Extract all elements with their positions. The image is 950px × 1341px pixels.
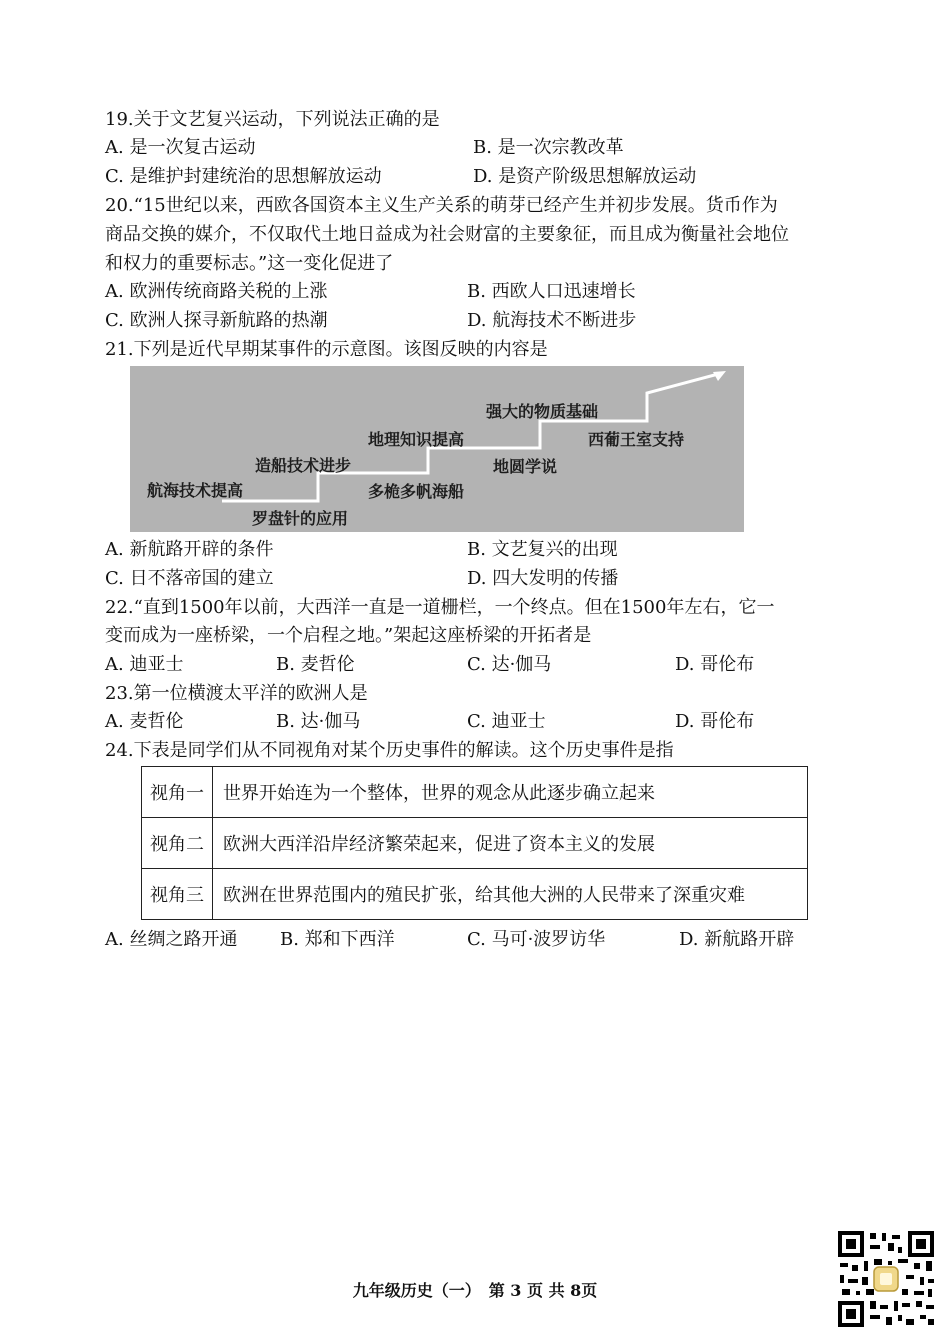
staircase-diagram	[130, 366, 744, 532]
q19-option-d: D. 是资产阶级思想解放运动	[473, 166, 697, 187]
page-footer: 九年级历史（一） 第 3 页 共 8页	[352, 1281, 598, 1300]
table-cell-text: 欧洲在世界范围内的殖民扩张，给其他大洲的人民带来了深重灾难	[213, 869, 808, 920]
step-label-multi-mast-ship: 多桅多帆海船	[368, 482, 465, 501]
q19-option-a: A. 是一次复古运动	[105, 137, 256, 158]
table-cell-head: 视角三	[142, 869, 213, 920]
q20-stem-line3: 和权力的重要标志。”这一变化促进了	[105, 253, 394, 274]
table-cell-text: 欧洲大西洋沿岸经济繁荣起来，促进了资本主义的发展	[213, 818, 808, 869]
q23-option-c: C. 迪亚士	[467, 711, 546, 732]
q22-stem-line1: 22.“直到1500年以前，大西洋一直是一道栅栏，一个终点。但在1500年左右，它一	[105, 597, 775, 618]
q20-stem-line1: 20.“15世纪以来，西欧各国资本主义生产关系的萌芽已经产生并初步发展。货币作为	[105, 195, 778, 216]
table-cell-head: 视角二	[142, 818, 213, 869]
q22-option-b: B. 麦哲伦	[276, 654, 355, 675]
q22-option-c: C. 达·伽马	[467, 654, 552, 675]
q24-option-a: A. 丝绸之路开通	[105, 929, 238, 950]
step-label-geography: 地理知识提高	[368, 430, 465, 449]
q20-option-c: C. 欧洲人探寻新航路的热潮	[105, 310, 328, 331]
q20-option-a: A. 欧洲传统商路关税的上涨	[105, 281, 328, 302]
q24-option-d: D. 新航路开辟	[679, 929, 795, 950]
q24-stem: 24.下表是同学们从不同视角对某个历史事件的解读。这个历史事件是指	[105, 740, 674, 761]
table-row	[142, 767, 808, 818]
q23-option-b: B. 达·伽马	[276, 711, 361, 732]
qr-code-icon	[836, 1229, 936, 1329]
q22-option-d: D. 哥伦布	[675, 654, 755, 675]
q21-option-c: C. 日不落帝国的建立	[105, 568, 274, 589]
q20-option-b: B. 西欧人口迅速增长	[467, 281, 636, 302]
step-label-royal-support: 西葡王室支持	[588, 430, 685, 449]
q21-stem: 21.下列是近代早期某事件的示意图。该图反映的内容是	[105, 339, 548, 360]
q20-option-d: D. 航海技术不断进步	[467, 310, 637, 331]
table-cell-text: 世界开始连为一个整体，世界的观念从此逐步确立起来	[213, 767, 808, 818]
step-label-round-earth: 地圆学说	[493, 457, 558, 476]
table-cell-head: 视角一	[142, 767, 213, 818]
q24-option-b: B. 郑和下西洋	[280, 929, 395, 950]
q23-option-d: D. 哥伦布	[675, 711, 755, 732]
q19-stem: 19.关于文艺复兴运动，下列说法正确的是	[105, 109, 440, 130]
q21-option-a: A. 新航路开辟的条件	[105, 539, 274, 560]
q24-option-c: C. 马可·波罗访华	[467, 929, 606, 950]
q20-stem-line2: 商品交换的媒介，不仅取代土地日益成为社会财富的主要象征，而且成为衡量社会地位	[105, 224, 789, 245]
table-row	[142, 869, 808, 920]
step-label-compass: 罗盘针的应用	[252, 509, 349, 528]
q21-option-d: D. 四大发明的传播	[467, 568, 619, 589]
q19-option-b: B. 是一次宗教改革	[473, 137, 624, 158]
q23-option-a: A. 麦哲伦	[105, 711, 184, 732]
q19-option-c: C. 是维护封建统治的思想解放运动	[105, 166, 382, 187]
q22-option-a: A. 迪亚士	[105, 654, 184, 675]
step-label-material: 强大的物质基础	[486, 402, 599, 421]
table-row	[142, 818, 808, 869]
step-label-shipbuilding: 造船技术进步	[255, 456, 352, 475]
q22-stem-line2: 变而成为一座桥梁，一个启程之地。”架起这座桥梁的开拓者是	[105, 625, 592, 646]
q23-stem: 23.第一位横渡太平洋的欧洲人是	[105, 683, 368, 704]
step-label-nav-tech: 航海技术提高	[147, 481, 244, 500]
q21-option-b: B. 文艺复兴的出现	[467, 539, 618, 560]
perspective-table	[141, 766, 808, 920]
